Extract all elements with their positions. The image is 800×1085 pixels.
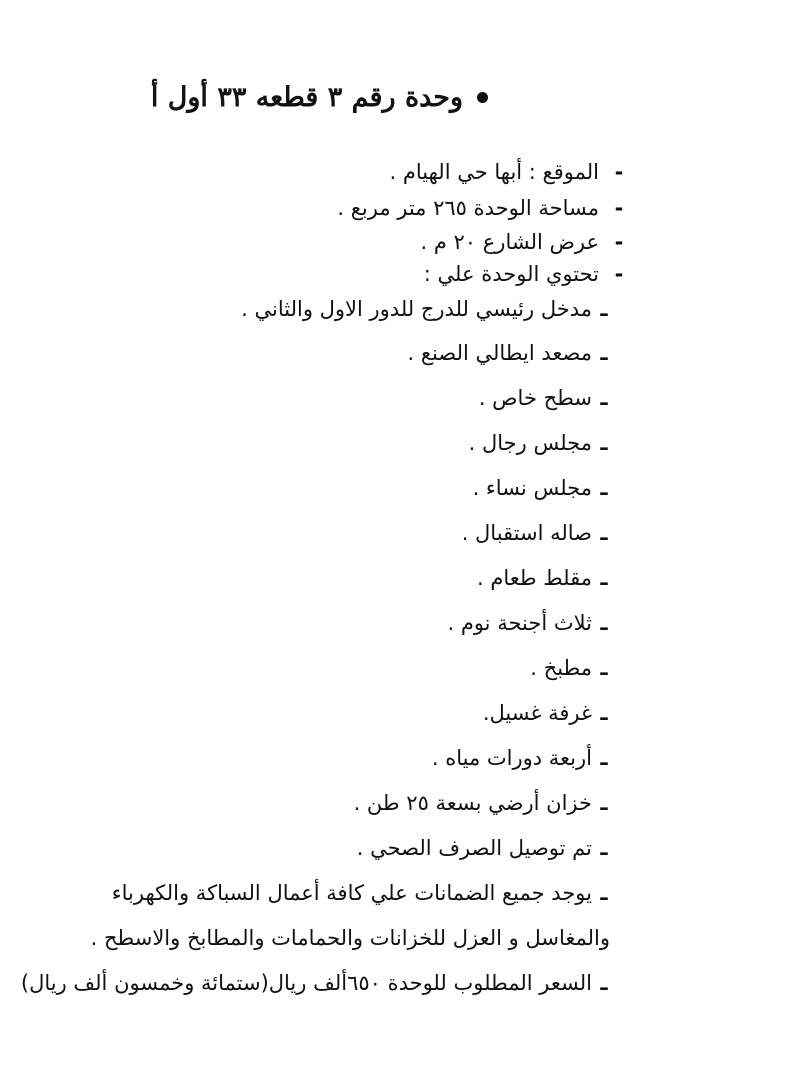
sub-item [479, 386, 610, 411]
item-text: تحتوي الوحدة علي : [423, 262, 599, 286]
item-text: أربعة دورات مياه . [431, 746, 592, 770]
sub-item [483, 701, 610, 726]
list-item-contents-heading [424, 262, 625, 287]
dash-marker: ـ [600, 881, 608, 905]
dash-marker: ـ [600, 971, 608, 995]
item-text: صاله استقبال . [461, 521, 592, 545]
dash-marker: - [614, 196, 624, 220]
item-text: مدخل رئيسي للدرج للدور الاول والثاني . [241, 297, 592, 321]
sub-item [241, 297, 610, 322]
item-text: يوجد جميع الضمانات علي كافة أعمال السباكة والكهرباء [111, 881, 592, 905]
item-text: تم توصيل الصرف الصحي . [356, 836, 592, 860]
item-text: غرفة غسيل. [482, 701, 592, 725]
item-text: الموقع : أبها حي الهيام . [389, 160, 599, 184]
item-text: مساحة الوحدة ٢٦٥ متر مربع . [337, 196, 599, 220]
item-text: مصعد ايطالي الصنع . [407, 341, 592, 365]
sub-item [473, 476, 610, 501]
item-text: مطبخ . [530, 656, 592, 680]
list-item-area [337, 196, 625, 221]
sub-item [462, 521, 610, 546]
dash-marker: - [614, 160, 624, 184]
dash-marker: ـ [600, 701, 608, 725]
item-text: ثلاث أجنحة نوم . [447, 611, 592, 635]
dash-marker: ـ [600, 611, 608, 635]
item-text: السعر المطلوب للوحدة ٦٥٠ألف ريال(ستمائة وخمسون ألف ريال) [20, 971, 592, 995]
sub-item [530, 656, 610, 681]
item-text: والمغاسل و العزل للخزانات والحمامات والمطابخ والاسطح . [90, 926, 610, 950]
dash-marker: ـ [600, 836, 608, 860]
dash-marker: ـ [600, 566, 608, 590]
sub-item [469, 431, 610, 456]
list-item-location [390, 160, 625, 185]
dash-marker: - [614, 262, 624, 286]
sub-item-continuation [91, 926, 610, 951]
dash-marker: ـ [600, 791, 608, 815]
dash-marker: ـ [600, 656, 608, 680]
document-title: وحدة رقم ٣ قطعه ٣٣ أول أ [150, 82, 463, 113]
item-text: سطح خاص . [478, 386, 592, 410]
dash-marker: ـ [600, 341, 608, 365]
sub-item [432, 746, 610, 771]
title-row [151, 82, 488, 113]
sub-item [357, 836, 610, 861]
list-item-street-width [421, 230, 626, 255]
item-text: مجلس رجال . [468, 431, 592, 455]
item-text: مجلس نساء . [472, 476, 592, 500]
dash-marker: ـ [600, 297, 608, 321]
dash-marker: ـ [600, 746, 608, 770]
dash-marker: ـ [600, 521, 608, 545]
dash-marker: ـ [600, 386, 608, 410]
sub-item [447, 611, 610, 636]
sub-item [408, 341, 610, 366]
sub-item [354, 791, 610, 816]
sub-item-price [21, 971, 610, 996]
dash-marker: ـ [600, 476, 608, 500]
item-text: عرض الشارع ٢٠ م . [420, 230, 599, 254]
item-text: مقلط طعام . [476, 566, 592, 590]
dash-marker: - [614, 230, 624, 254]
bullet-dot-icon [477, 92, 488, 103]
dash-marker: ـ [600, 431, 608, 455]
item-text: خزان أرضي بسعة ٢٥ طن . [353, 791, 592, 815]
sub-item [112, 881, 610, 906]
sub-item [477, 566, 610, 591]
